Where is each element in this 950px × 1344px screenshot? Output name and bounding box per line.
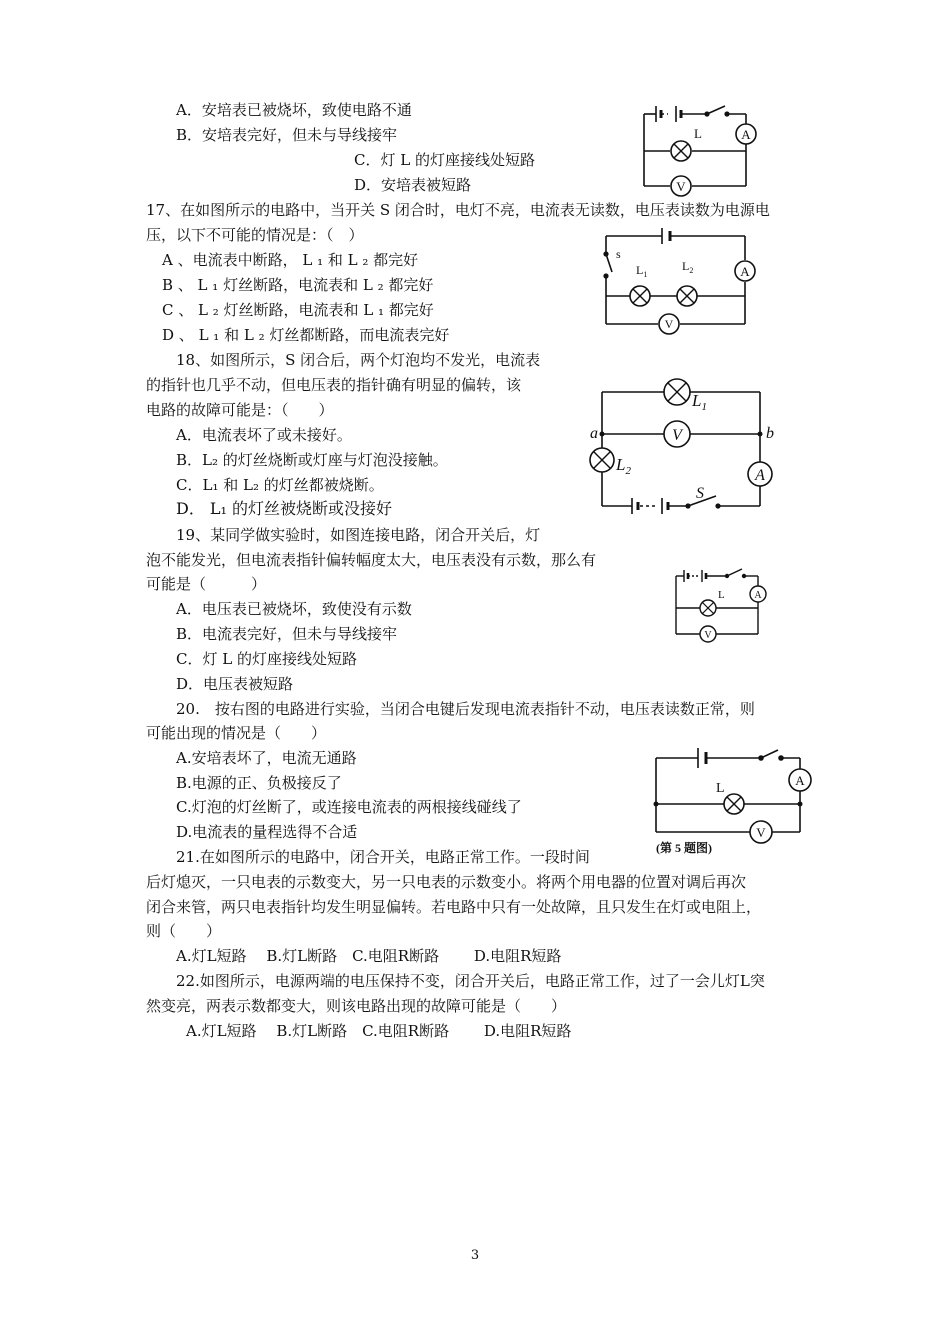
q19-option-b: B．电流表完好，但未与导线接牢 [176,625,398,643]
q20-stem-line1: 20. 按右图的电路进行实验，当闭合电键后发现电流表指针不动，电压表读数正常，则 [176,700,755,718]
q18-option-c: C．L₁ 和 L₂ 的灯丝都被烧断。 [176,476,384,494]
q17-stem-line2: 压，以下不可能的情况是：（ ） [146,226,364,244]
q20-option-c: C.灯泡的灯丝断了，或连接电流表的两根接线碰线了 [176,798,522,816]
q17-option-d: D 、 L ₁ 和 L ₂ 灯丝都断路，而电流表完好 [162,326,450,344]
svg-text:V: V [664,317,674,331]
ammeter-icon [735,261,755,281]
lamp-l2-icon [590,448,614,472]
switch-label: S [696,485,704,502]
lamp-l2-label: $L_2$ [616,455,631,477]
circuit-diagram-q20 [648,742,824,860]
lamp-icon [700,600,716,616]
lamp-icon [671,141,691,161]
q18-option-d: D． L₁ 的灯丝被烧断或没接好 [176,499,393,518]
voltmeter-icon [659,314,679,334]
svg-text:A: A [755,467,765,484]
svg-text:A: A [754,590,762,601]
q19-stem-line3: 可能是（ ） [146,575,267,593]
q19-stem-line1: 19、某同学做实验时，如图连接电路，闭合开关后，灯 [176,526,541,544]
circuit-diagram-q18 [588,374,788,524]
q21-options: A.灯L短路 B.灯L断路 C.电阻R断路 D.电阻R短路 [176,947,562,965]
lamp-label: L [716,781,725,796]
svg-text:A: A [740,264,750,279]
q21-stem-line2: 后灯熄灭，一只电表的示数变大，另一只电表的示数变小。将两个用电器的位置对调后再次 [146,873,747,891]
lamp-l1-label: $L_1$ [636,263,648,279]
q17-stem-line1: 17、在如图所示的电路中，当开关 S 闭合时，电灯不亮，电流表无读数，电压表读数为电源电 [146,201,770,219]
ammeter-icon [750,586,766,602]
q17-option-c: C 、 L ₂ 灯丝断路，电流表和 L ₁ 都完好 [162,301,434,319]
q16-option-b: B．安培表完好，但未与导线接牢 [176,126,398,144]
svg-text:V: V [704,630,712,641]
ammeter-icon [748,462,772,486]
svg-text:V: V [756,825,766,840]
lamp-l2-icon [677,286,697,306]
q16-option-c: C．灯 L 的灯座接线处短路 [354,151,535,169]
q20-stem-line2: 可能出现的情况是（ ） [146,724,327,742]
q21-stem-line4: 则（ ） [146,922,222,940]
q21-stem-line1: 21.在如图所示的电路中，闭合开关，电路正常工作。一段时间 [176,848,590,866]
q19-option-d: D．电压表被短路 [176,675,294,693]
svg-text:A: A [795,773,805,788]
q16-option-a: A．安培表已被烧坏，致使电路不通 [176,101,412,119]
voltmeter-icon [671,176,691,196]
q20-option-a: A.安培表坏了，电流无通路 [176,749,357,767]
switch-label: s [616,247,621,261]
ammeter-icon [789,769,811,791]
lamp-label: L [694,126,702,141]
figure-caption: (第 5 题图) [656,841,712,855]
q18-stem-line1: 18、如图所示，S 闭合后，两个灯泡均不发光，电流表 [176,351,541,369]
q20-option-d: D.电流表的量程选得不合适 [176,823,358,841]
svg-text:V: V [672,427,682,444]
lamp-l1-label: $L_1$ [692,391,707,413]
node-b-label: b [766,425,774,442]
q19-option-c: C．灯 L 的灯座接线处短路 [176,650,357,668]
q18-option-a: A．电流表坏了或未接好。 [176,426,352,444]
voltmeter-icon [664,421,690,447]
q19-stem-line2: 泡不能发光，但电流表指针偏转幅度太大，电压表没有示数，那么有 [146,551,597,569]
lamp-l2-label: $L_2$ [682,259,694,275]
lamp-l1-icon [664,379,690,405]
voltmeter-icon [700,626,716,642]
lamp-l1-icon [630,286,650,306]
node-a-label: a [590,425,598,442]
voltmeter-icon [750,821,772,843]
q20-option-b: B.电源的正、负极接反了 [176,774,342,792]
circuit-diagram-q19 [670,564,774,646]
lamp-label: L [718,589,725,601]
q18-stem-line2: 的指针也几乎不动，但电压表的指针确有明显的偏转，该 [146,376,522,394]
q21-stem-line3: 闭合来管，两只电表指针均发生明显偏转。若电路中只有一处故障，且只发生在灯或电阻上， [146,898,762,916]
ammeter-icon [736,124,756,144]
q18-stem-line3: 电路的故障可能是：（ ） [146,401,334,419]
page-number: 3 [470,1248,480,1263]
circuit-diagram-q16 [636,96,766,196]
q18-option-b: B．L₂ 的灯丝烧断或灯座与灯泡没接触。 [176,451,448,469]
q19-option-a: A．电压表已被烧坏，致使没有示数 [176,600,412,618]
svg-text:V: V [676,179,686,194]
q22-options: A.灯L短路 B.灯L断路 C.电阻R断路 D.电阻R短路 [186,1022,572,1040]
circuit-diagram-q17 [600,224,760,330]
lamp-icon [724,794,744,814]
q16-option-d: D．安培表被短路 [354,176,472,194]
q17-option-b: B 、 L ₁ 灯丝断路，电流表和 L ₂ 都完好 [162,276,434,294]
svg-text:A: A [741,127,751,142]
q22-stem-line1: 22.如图所示，电源两端的电压保持不变，闭合开关后，电路正常工作，过了一会儿灯L突 [176,972,765,990]
q17-option-a: A 、电流表中断路， L ₁ 和 L ₂ 都完好 [162,251,419,269]
q22-stem-line2: 然变亮，两表示数都变大，则该电路出现的故障可能是（ ） [146,997,567,1015]
